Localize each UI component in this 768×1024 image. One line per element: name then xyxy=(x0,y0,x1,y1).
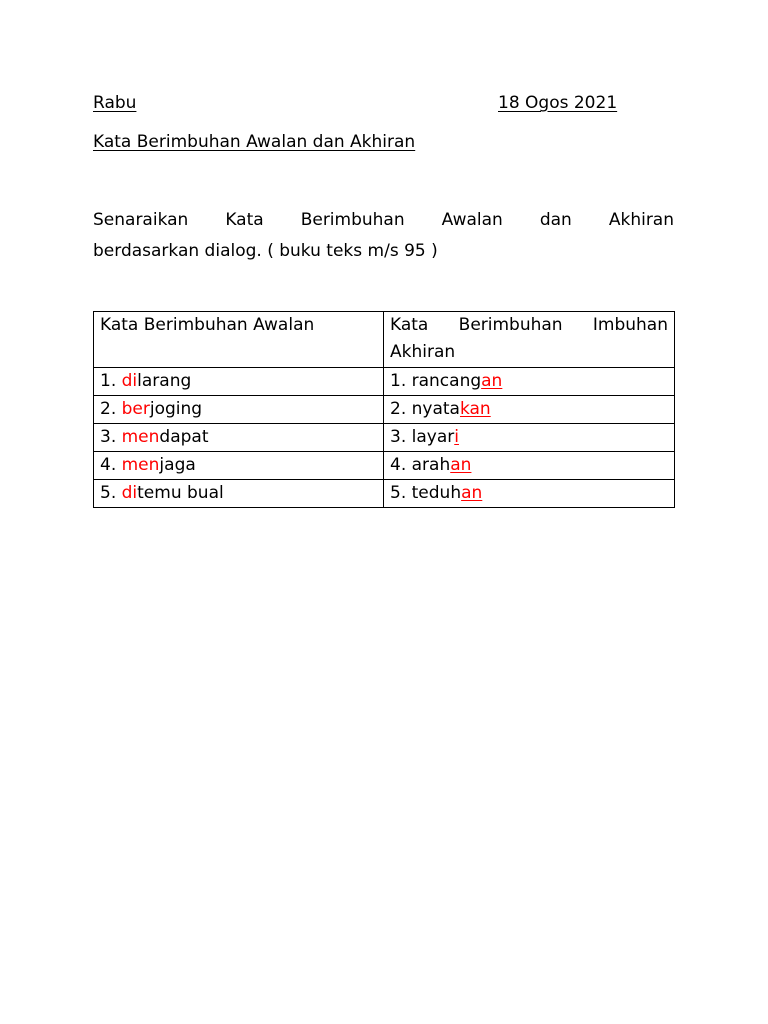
awalan-cell xyxy=(94,368,384,396)
table-row xyxy=(94,480,675,508)
prefix-affix: men xyxy=(121,455,160,475)
item-number: 5. xyxy=(100,483,122,503)
instruction-line-1: Senaraikan Kata Berimbuhan Awalan dan Akhiran xyxy=(93,210,674,230)
item-number: 2. xyxy=(390,399,412,419)
table-header-row xyxy=(94,312,675,368)
table-row xyxy=(94,368,675,396)
akhiran-cell xyxy=(384,396,675,424)
awalan-cell xyxy=(94,452,384,480)
awalan-cell xyxy=(94,480,384,508)
root-word: dapat xyxy=(159,427,209,447)
prefix-affix: di xyxy=(121,371,138,391)
header-awalan: Kata Berimbuhan Awalan xyxy=(94,312,384,368)
prefix-affix: ber xyxy=(121,399,150,419)
prefix-affix: men xyxy=(121,427,160,447)
suffix-affix: kan xyxy=(459,399,491,419)
affix-word-table xyxy=(93,311,675,508)
suffix-affix: an xyxy=(450,455,472,475)
awalan-cell xyxy=(94,424,384,452)
root-word: temu bual xyxy=(137,483,224,503)
root-word: nyata xyxy=(411,399,460,419)
instruction-line-2: berdasarkan dialog. ( buku teks m/s 95 ) xyxy=(93,241,438,261)
akhiran-cell xyxy=(384,368,675,396)
root-word: rancang xyxy=(411,371,482,391)
item-number: 4. xyxy=(390,455,412,475)
item-number: 1. xyxy=(390,371,412,391)
day-label: Rabu xyxy=(93,93,137,113)
prefix-affix: di xyxy=(121,483,138,503)
root-word: layar xyxy=(411,427,455,447)
suffix-affix: i xyxy=(454,427,459,447)
item-number: 1. xyxy=(100,371,122,391)
item-number: 4. xyxy=(100,455,122,475)
suffix-affix: an xyxy=(461,483,483,503)
suffix-affix: an xyxy=(481,371,503,391)
root-word: teduh xyxy=(411,483,462,503)
item-number: 3. xyxy=(390,427,412,447)
table-row xyxy=(94,452,675,480)
root-word: joging xyxy=(149,399,203,419)
item-number: 5. xyxy=(390,483,412,503)
header-akhiran: Kata Berimbuhan Imbuhan Akhiran xyxy=(384,312,675,368)
table-row xyxy=(94,424,675,452)
awalan-cell xyxy=(94,396,384,424)
root-word: jaga xyxy=(159,455,196,475)
instruction-paragraph xyxy=(93,205,674,267)
date-label: 18 Ogos 2021 xyxy=(498,93,618,113)
table-row xyxy=(94,396,675,424)
akhiran-cell xyxy=(384,480,675,508)
document-title: Kata Berimbuhan Awalan dan Akhiran xyxy=(93,132,416,152)
akhiran-cell xyxy=(384,424,675,452)
item-number: 3. xyxy=(100,427,122,447)
item-number: 2. xyxy=(100,399,122,419)
root-word: larang xyxy=(137,371,192,391)
akhiran-cell xyxy=(384,452,675,480)
root-word: arah xyxy=(411,455,451,475)
